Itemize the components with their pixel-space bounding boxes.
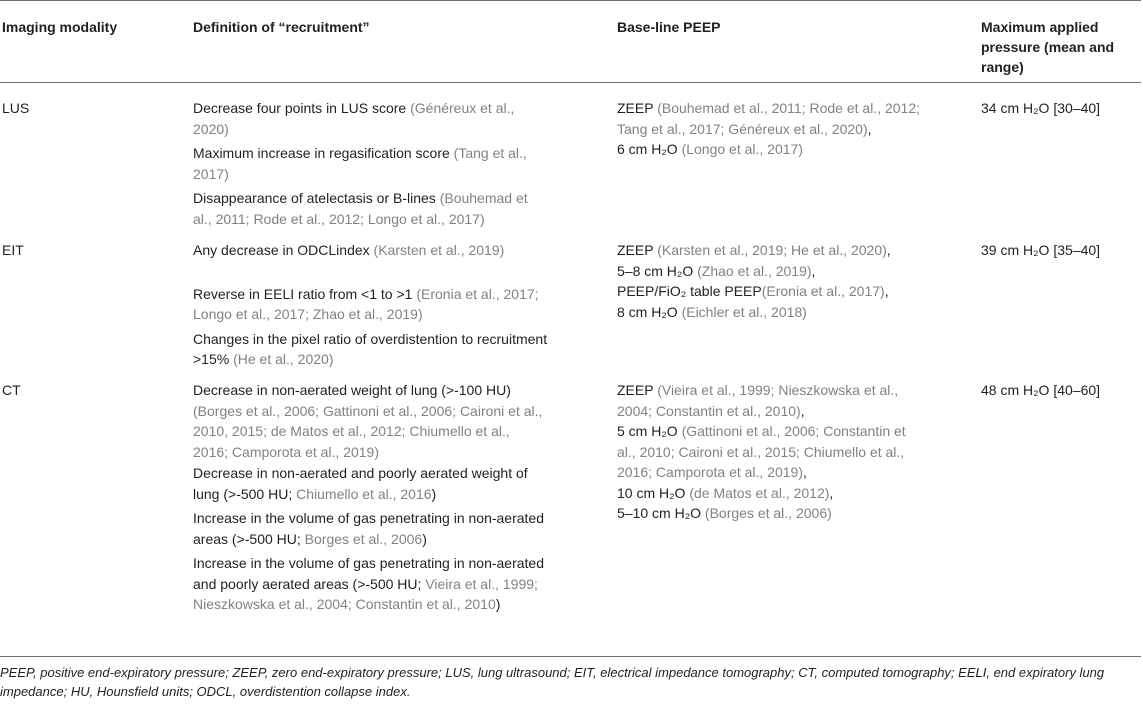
bottom-rule	[0, 656, 1141, 657]
row-eit-modality: EIT	[2, 242, 24, 258]
peep-item: 6 cm H₂O (Longo et al., 2017)	[617, 141, 803, 157]
row-lus-definitions	[193, 98, 548, 229]
definition-item: Maximum increase in regasification score (Tang et al., 2017)	[193, 145, 527, 182]
definition-item: Decrease in non-aerated and poorly aerated weight of lung (>-500 HU; Chiumello et al., 2016)	[193, 465, 528, 502]
row-lus-pressure: 34 cm H₂O [30–40]	[981, 100, 1101, 116]
definition-item: Increase in the volume of gas penetrating in non-aerated and poorly aerated areas (>-500 HU; Vieira et al., 1999; Nieszkowska et al., 2004; Constantin et al., 2010)	[193, 555, 545, 612]
row-ct-peep	[617, 380, 907, 524]
definition-item: Disappearance of atelectasis or B-lines (Bouhemad et al., 2011; Rode et al., 2012; Longo et al., 2017)	[193, 190, 528, 227]
peep-item: ZEEP (Vieira et al., 1999; Nieszkowska et al., 2004; Constantin et al., 2010),	[617, 382, 899, 419]
table-footnote: PEEP, positive end-expiratory pressure; ZEEP, zero end-expiratory pressure; LUS, lung ultrasound; EIT, electrical impedance tomography; CT, computed tomography; EELI, end expiratory lung impedance; HU, Hounsfield units; ODCL, overdistention collapse index.	[0, 665, 1105, 699]
header-peep: Base-line PEEP	[617, 19, 721, 35]
definition-item: Decrease four points in LUS score (Généreux et al., 2020)	[193, 100, 515, 137]
peep-item: 5–10 cm H₂O (Borges et al., 2006)	[617, 505, 832, 521]
peep-item: ZEEP (Karsten et al., 2019; He et al., 2020),	[617, 242, 891, 258]
row-ct-definitions	[193, 380, 548, 615]
row-ct-modality: CT	[2, 382, 21, 398]
row-lus-peep	[617, 98, 932, 160]
row-eit-peep	[617, 240, 942, 322]
peep-item: 5–8 cm H₂O (Zhao et al., 2019),	[617, 262, 816, 279]
definition-item: Reverse in EELI ratio from <1 to >1 (Eronia et al., 2017; Longo et al., 2017; Zhao et al., 2019)	[193, 285, 539, 322]
header-pressure: Maximum applied pressure (mean and range)	[981, 19, 1115, 75]
definition-item: Decrease in non-aerated weight of lung (>-100 HU) (Borges et al., 2006; Gattinoni et al., 2006; Caironi et al., 2010, 2015; de Matos et al., 2012; Chiumello et al., 2016; Camporota et al., 2019)	[193, 382, 543, 460]
peep-item: PEEP/FiO₂ table PEEP(Eronia et al., 2017),	[617, 283, 889, 299]
peep-item: ZEEP (Bouhemad et al., 2011; Rode et al., 2012; Tang et al., 2017; Généreux et al., 2020),	[617, 100, 921, 137]
header-definition: Definition of “recruitment”	[193, 19, 370, 35]
definition-item: Any decrease in ODCLindex (Karsten et al., 2019)	[193, 242, 505, 258]
row-eit-definitions	[193, 240, 548, 370]
row-eit-pressure: 39 cm H₂O [35–40]	[981, 242, 1101, 258]
peep-item: 5 cm H₂O (Gattinoni et al., 2006; Constantin et al., 2010; Caironi et al., 2015; Chiumello et al., 2016; Camporota et al., 2019),	[617, 423, 906, 480]
definition-item: Increase in the volume of gas penetrating in non-aerated areas (>-500 HU; Borges et al., 2006)	[193, 510, 545, 547]
row-ct-pressure: 48 cm H₂O [40–60]	[981, 382, 1101, 398]
definition-item: Changes in the pixel ratio of overdistention to recruitment >15% (He et al., 2020)	[193, 330, 548, 367]
header-rule	[0, 82, 1141, 83]
row-lus-modality: LUS	[2, 100, 30, 116]
top-rule	[0, 0, 1141, 1]
peep-item: 8 cm H₂O (Eichler et al., 2018)	[617, 303, 807, 320]
header-modality: Imaging modality	[2, 19, 118, 35]
peep-item: 10 cm H₂O (de Matos et al., 2012),	[617, 484, 834, 501]
